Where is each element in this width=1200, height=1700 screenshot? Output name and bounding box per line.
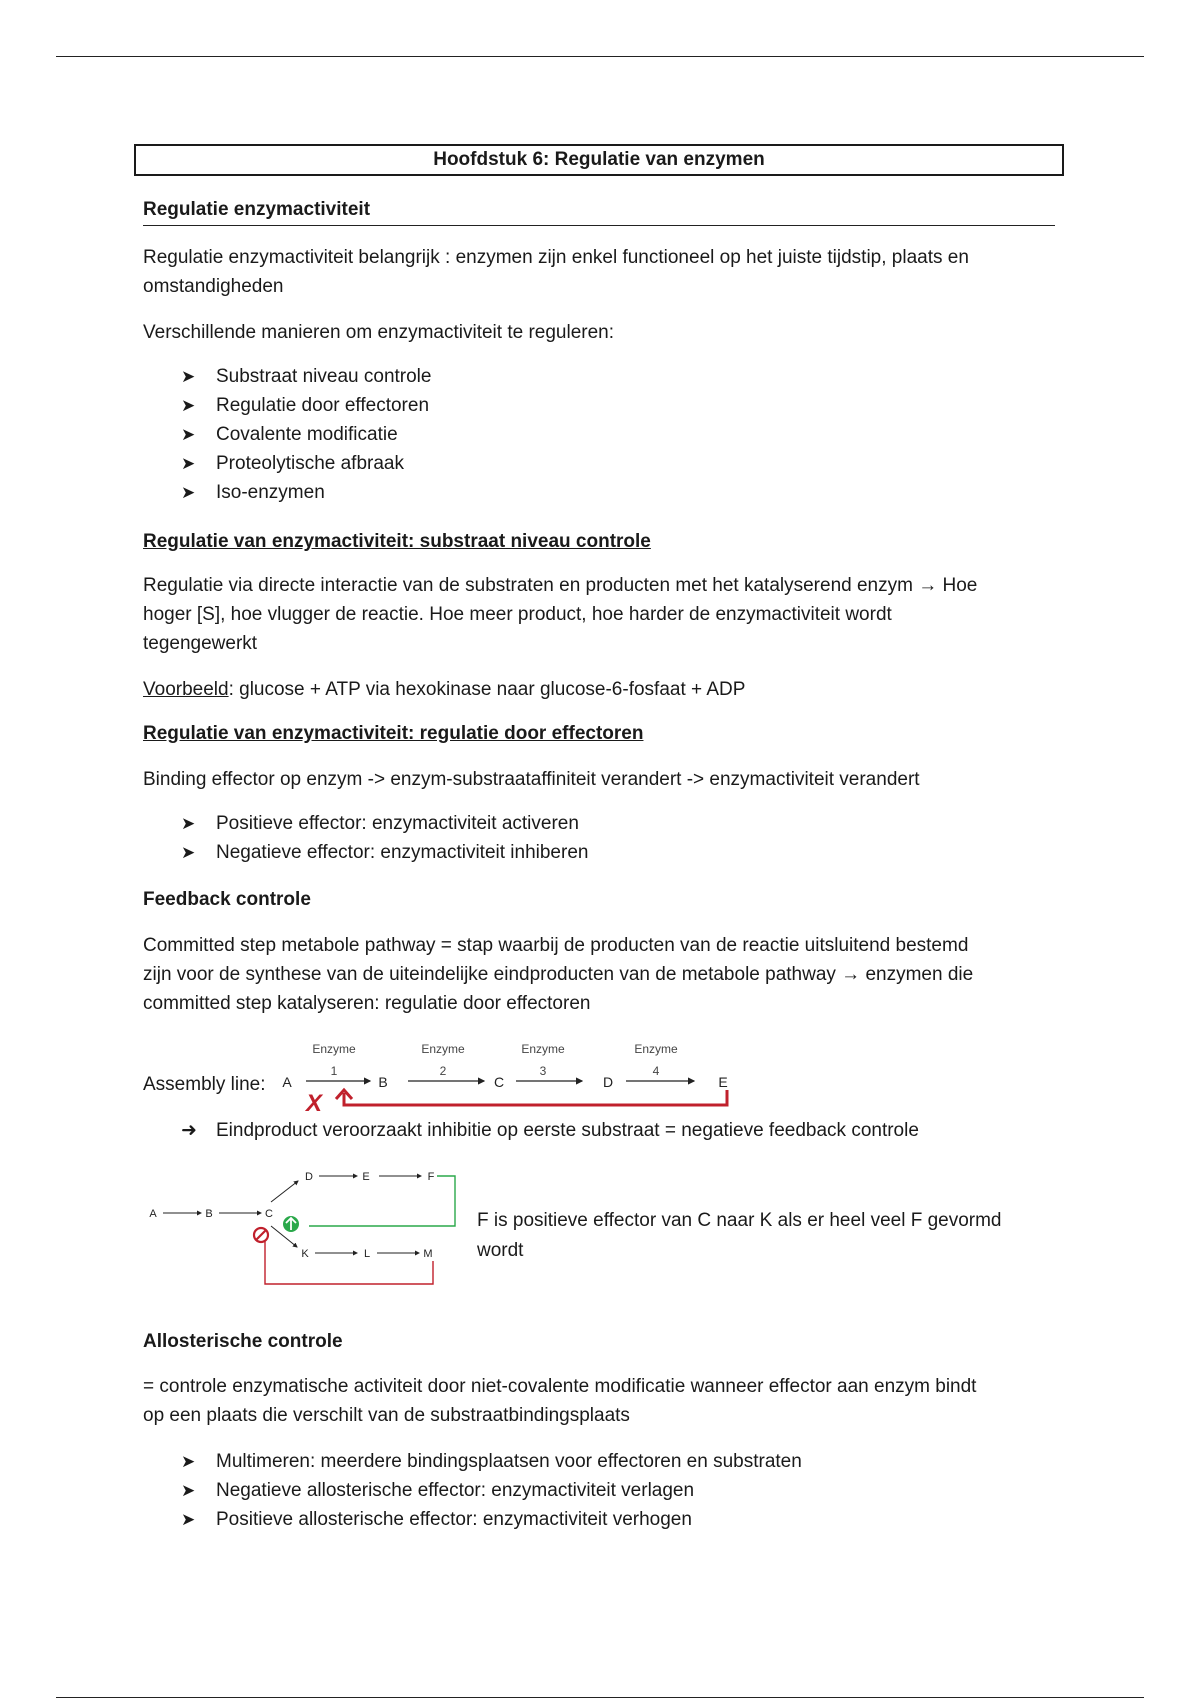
- paragraph-line: Regulatie enzymactiviteit belangrijk : enzymen zijn enkel functioneel op het juiste tijdstip, plaats en: [143, 247, 969, 268]
- branch-caption-line: F is positieve effector van C naar K als er heel veel F gevormd: [477, 1210, 1002, 1231]
- allosteric-list: [143, 1447, 1043, 1534]
- paragraph-line: tegengewerkt: [143, 633, 258, 654]
- section-heading-feedback: Feedback controle: [143, 889, 311, 910]
- paragraph: Verschillende manieren om enzymactiviteit te reguleren:: [143, 322, 615, 343]
- arrowhead-bullet-icon: ➤: [181, 483, 196, 502]
- paragraph-line: omstandigheden: [143, 276, 284, 297]
- paragraph-line: Committed step metabole pathway = stap waarbij de producten van de reactie uitsluitend bestemd: [143, 935, 969, 956]
- example-label: Voorbeeld: [143, 679, 229, 700]
- node-e: E: [718, 1074, 728, 1090]
- node-a: A: [149, 1208, 157, 1220]
- methods-list: [143, 362, 1043, 507]
- paragraph-line: hoger [S], hoe vlugger de reactie. Hoe meer product, hoe harder de enzymactiviteit wordt: [143, 604, 892, 625]
- enzyme-number: 4: [652, 1064, 660, 1078]
- enzyme-label: Enzyme: [634, 1042, 678, 1056]
- arrowhead-bullet-icon: ➤: [181, 1452, 196, 1471]
- inhibition-x-mark: X: [305, 1090, 323, 1117]
- paragraph-line: Regulatie via directe interactie van de substraten en producten met het katalyserend enzym → Hoe: [143, 575, 978, 596]
- reaction-arrow: [271, 1181, 298, 1202]
- section-heading-allosterisch: Allosterische controle: [143, 1331, 343, 1352]
- list-item: ➤ Multimeren: meerdere bindingsplaatsen voor effectoren en substraten: [143, 1447, 1043, 1476]
- list-item: ➤ Regulatie door effectoren: [143, 391, 1043, 420]
- node-d: D: [602, 1074, 614, 1090]
- enzyme-number: 3: [539, 1064, 547, 1078]
- list-item: ➤ Negatieve effector: enzymactiviteit inhiberen: [143, 838, 1043, 867]
- node-k: K: [301, 1248, 309, 1260]
- arrow-right-icon: ➜: [181, 1120, 197, 1141]
- positive-feedback-line: [309, 1176, 455, 1226]
- assembly-line-label: Assembly line:: [143, 1074, 266, 1095]
- node-d: D: [305, 1171, 313, 1183]
- arrowhead-bullet-icon: ➤: [181, 367, 196, 386]
- node-a: A: [282, 1074, 292, 1090]
- enzyme-label: Enzyme: [521, 1042, 565, 1056]
- activation-icon: [283, 1216, 299, 1232]
- branch-caption-line: wordt: [477, 1240, 524, 1261]
- paragraph-line: committed step katalyseren: regulatie door effectoren: [143, 993, 591, 1014]
- arrowhead-bullet-icon: ➤: [181, 396, 196, 415]
- node-c: C: [265, 1208, 273, 1220]
- node-f: F: [427, 1171, 435, 1183]
- node-b: B: [205, 1208, 213, 1220]
- effector-list: [143, 809, 1043, 867]
- arrowhead-bullet-icon: ➤: [181, 1481, 196, 1500]
- section-heading-effectoren: Regulatie van enzymactiviteit: regulatie door effectoren: [143, 723, 644, 744]
- enzyme-number: 2: [439, 1064, 447, 1078]
- branched-pathway-diagram: [143, 1160, 473, 1292]
- paragraph-line: zijn voor de synthese van de uiteindelijke eindproducten van de metabole pathway → enzymen die: [143, 964, 974, 985]
- arrowhead-bullet-icon: ➤: [181, 425, 196, 444]
- section-heading-substraat: Regulatie van enzymactiviteit: substraat niveau controle: [143, 531, 651, 552]
- list-item: ➤ Positieve allosterische effector: enzymactiviteit verhogen: [143, 1505, 1043, 1534]
- list-item: ➤ Negatieve allosterische effector: enzymactiviteit verlagen: [143, 1476, 1043, 1505]
- node-l: L: [363, 1248, 371, 1260]
- list-item: ➤ Positieve effector: enzymactiviteit activeren: [143, 809, 1043, 838]
- paragraph-line: op een plaats die verschilt van de substraatbindingsplaats: [143, 1405, 630, 1426]
- feedback-inhibition-line: [344, 1090, 727, 1105]
- example-line: [143, 675, 745, 704]
- arrowhead-bullet-icon: ➤: [181, 843, 196, 862]
- enzyme-label: Enzyme: [312, 1042, 356, 1056]
- list-item: ➤ Proteolytische afbraak: [143, 449, 1043, 478]
- negative-feedback-line: [265, 1240, 433, 1284]
- list-item: ➤ Iso-enzymen: [143, 478, 1043, 507]
- enzyme-label: Enzyme: [421, 1042, 465, 1056]
- arrowhead-bullet-icon: ➤: [181, 814, 196, 833]
- page-bottom-rule: [56, 1697, 1144, 1698]
- page-top-rule: [56, 56, 1144, 57]
- section-heading-regulatie: Regulatie enzymactiviteit: [143, 195, 1055, 226]
- node-c: C: [493, 1074, 505, 1090]
- list-item: ➤ Substraat niveau controle: [143, 362, 1043, 391]
- arrowhead-bullet-icon: ➤: [181, 1510, 196, 1529]
- node-b: B: [378, 1074, 388, 1090]
- paragraph-line: = controle enzymatische activiteit door niet-covalente modificatie wanneer effector aan enzym bindt: [143, 1376, 977, 1397]
- assembly-line-diagram: [270, 1035, 750, 1117]
- node-m: M: [423, 1248, 433, 1260]
- node-e: E: [362, 1171, 370, 1183]
- arrowhead-bullet-icon: ➤: [181, 454, 196, 473]
- enzyme-number: 1: [330, 1064, 338, 1078]
- example-text: : glucose + ATP via hexokinase naar glucose-6-fosfaat + ADP: [228, 679, 746, 700]
- inhibition-icon: [254, 1228, 268, 1242]
- paragraph: Binding effector op enzym -> enzym-substraataffiniteit verandert -> enzymactiviteit verandert: [143, 769, 920, 790]
- list-item: ➤ Covalente modificatie: [143, 420, 1043, 449]
- chapter-title: Hoofdstuk 6: Regulatie van enzymen: [134, 144, 1064, 176]
